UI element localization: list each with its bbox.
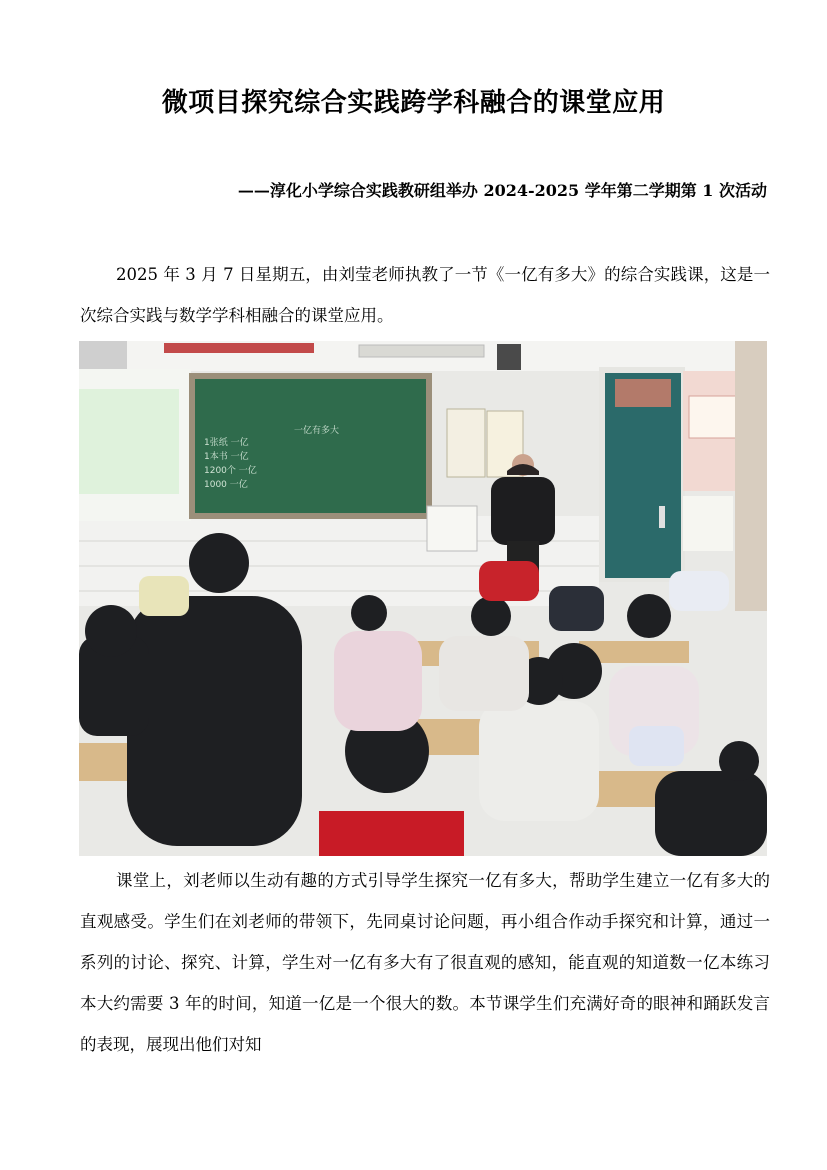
page-title: 微项目探究综合实践跨学科融合的课堂应用 [161,88,666,118]
blackboard-heading: 一亿有多大 [294,426,340,436]
blackboard-line-2: 1本书 一亿 [204,452,249,462]
page-subtitle: ——淳化小学综合实践教研组举办 2024-2025 学年第二学期第 1 次活动 [237,181,767,200]
classroom-photo [79,341,767,856]
blackboard-line-4: 1000 一亿 [204,480,248,490]
blackboard-line-1: 1张纸 一亿 [204,438,249,448]
body-paragraph: 课堂上，刘老师以生动有趣的方式引导学生探究一亿有多大，帮助学生建立一亿有多大的直观感受。学生们在刘老师的带领下，先同桌讨论问题，再小组合作动手探究和计算，通过一系列的讨论、探究、计算，学生对一亿有多大有了很直观的感知，能直观的知道数一亿本练习本大约需要 3 年的时间，知道一亿是一个很大的数。本节课学生们充满好奇的眼神和踊跃发言的表现，展现出他们对知 [80,871,770,1054]
intro-paragraph: 2025 年 3 月 7 日星期五，由刘莹老师执教了一节《一亿有多大》的综合实践课，这是一次综合实践与数学学科相融合的课堂应用。 [80,265,770,325]
blackboard-line-3: 1200个 一亿 [204,466,257,476]
